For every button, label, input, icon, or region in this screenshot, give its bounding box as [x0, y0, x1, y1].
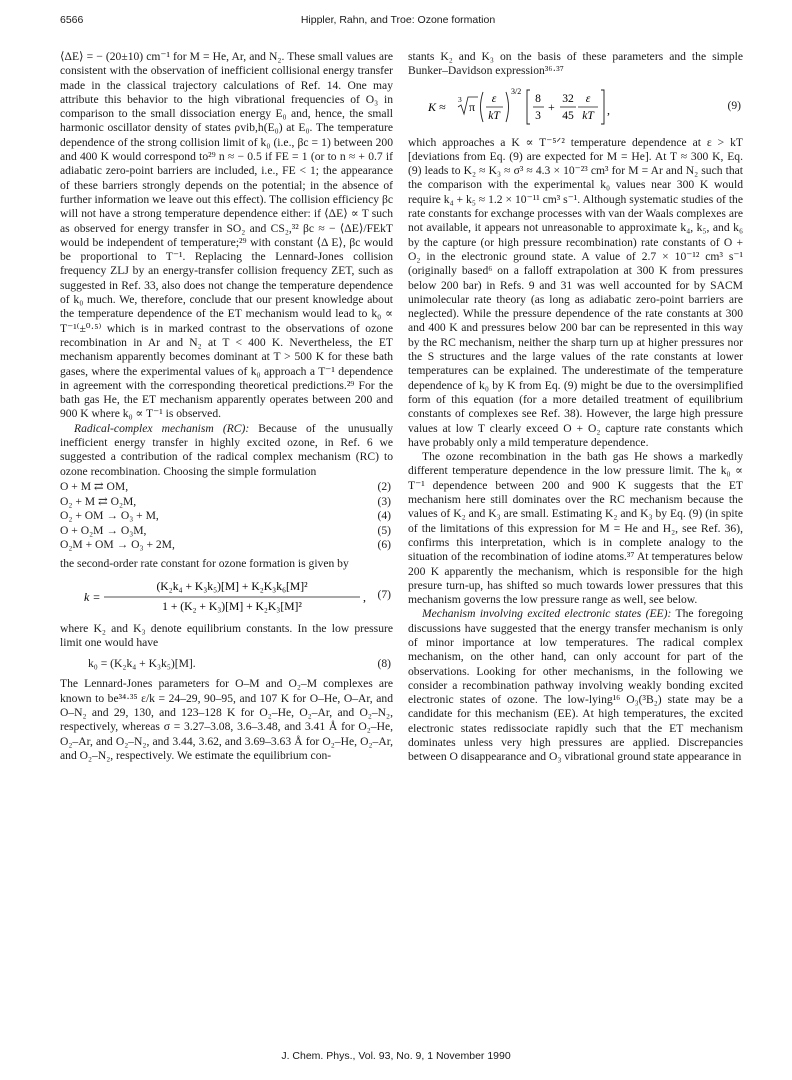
- reaction-list: [60, 480, 393, 553]
- reaction-row: [60, 524, 393, 539]
- eq9-term-a-num: 8: [535, 91, 541, 105]
- eq9-plus: +: [548, 99, 555, 114]
- reaction-expression: O₂ + M ⇄ O₂M,: [60, 494, 137, 508]
- eq9-term-b-kt: kT: [582, 108, 594, 122]
- eq7-lhs: k =: [84, 590, 101, 605]
- equation-8: [60, 657, 393, 672]
- paragraph-rc-mechanism: [60, 422, 393, 479]
- paragraph-k2-k3: stants K₂ and K₃ on the basis of these parameters and the simple Bunker–Davidson expression³⁶·³⁷: [408, 50, 743, 78]
- eq9-term-b-eps: ε: [585, 91, 591, 105]
- paragraph-ee-mechanism: [408, 607, 743, 764]
- equation-number: (4): [377, 509, 391, 523]
- paragraph-et-mechanism: ⟨ΔE⟩ = − (20±10) cm⁻¹ for M = He, Ar, and N₂. These small values are consistent with the observation of inefficient collisional energy transfer made in the classical trajectory calculations of Ref. 14. One may attribute this behavior to the high vibrational frequencies of O₃ in comparison to the small dissociation energy E₀ and, hence, the small harmonic oscillator density of states ρvib,h(E₀) at E₀. The temperature dependence of the strong collision limit of k₀ (i.e., βc = 1) between 200 and 400 K would correspond to²⁹ n ≈ − 0.5 if FE = 1 (or to n ≈ + 0.7 if adiabatic zero-point barriers are included, i.e., FE < 1; the appearance of these barriers strongly depends on the potential; in the absence of further information we leave out this effect). The collision efficiency βc will not have a strong temperature dependence either: if ⟨ΔE⟩ ∝ T such as observed for energy transfer in SO₂ and CS₂,³² βc ≈ − ⟨ΔE⟩/FEkT would be independent of temperature;²⁹ with constant ⟨Δ E⟩, βc would be proportional to T⁻¹. Replacing the Lennard-Jones collision frequency ZLJ by an energy-transfer collision frequency ZET, such as suggested in Ref. 33, also does not change the temperature dependence of k₀ much. We, therefore, conclude that our present knowledge about the temperature dependence of the ET mechanism would lead to k₀ ∝ T⁻¹⁽±⁰·⁵⁾ which is in marked contrast to the observations of ozone recombination in Ar and N₂ at T < 400 K. Nevertheless, the ET mechanism apparently becomes dominant at T > 500 K for these bath gases, where the experimental values of k₀ approach a T⁻¹ dependence in agreement with the corresponding theoretical predictions.²⁹ For the bath gas He, the ET mechanism apparently operates between 200 and 900 K where k₀ ∝ T⁻¹ is observed.: [60, 50, 393, 421]
- paragraph-rc-discussion: which approaches a K ∝ T⁻⁵ᐟ² temperature dependence at ε > kT [deviations from Eq. (9) are expected for M = He]. At T ≈ 300 K, Eq. (9) leads to K₂ ≈ K₃ ≈ σ³ ≈ 4.3 × 10⁻²³ cm³ for M = Ar and N₂ such that the comparison with the experimental k₀ values near 300 K would require k₄ + k₅ ≈ 1.2 × 10⁻¹¹ cm³ s⁻¹. Although systematic studies of the rate constants for exchange processes with van der Waals complexes are not available, it appears not unreasonable to approximate k₄, k₅, and k₆ by the capture (or high pressure recombination) rate constants of O + O₂ in the electronic ground state. A value of 2.7 × 10⁻¹² cm³ s⁻¹ (originally based⁶ on a falloff extrapolation at 300 K from pressures below 200 bar) in Refs. 9 and 31 was well accounted for by SACM unimolecular rate theory (as long as adiabatic zero-point barriers are neglected). While the pressure dependence of the rate constants at 300 and 400 K and pressures below 200 bar can be represented in this way by the RC mechanism, neither the sharp turn up at higher pressures nor the S structures and the large values of the rate constants at lower temperatures can be explained. The underestimate of the temperature dependence of k₀ by K from Eq. (9) might be due to the oversimplified form of this equation (for a more detailed treatment of equilibrium constants of complexes see Ref. 38). However, the large high pressure values at low T clearly exceed O + O₂ capture rate constants which have probably only a mild temperature dependence.: [408, 135, 743, 449]
- eq7-tail: ,: [363, 590, 366, 605]
- page-header: [60, 14, 736, 30]
- paragraph-low-pressure: where K₂ and K₃ denote equilibrium constants. In the low pressure limit one would have: [60, 622, 393, 650]
- eq9-right-paren: [506, 92, 509, 122]
- rc-text: Because of the unusually inefficient energy transfer in highly excited ozone, in Ref. 6 we suggested a contribution of the radical complex mechanism (RC) to ozone recombination. Choosing the simple formulation: [60, 421, 394, 478]
- right-column: [408, 50, 743, 765]
- reaction-expression: O + M ⇄ OM,: [60, 479, 129, 493]
- eq9-left-paren: [481, 92, 484, 122]
- eq9-root-index: 3: [458, 94, 462, 104]
- equation-number: (9): [727, 98, 741, 112]
- rc-heading: Radical-complex mechanism (RC):: [74, 421, 250, 435]
- eq9-term-b-num: 32: [562, 91, 574, 105]
- eq9-frac-den: kT: [488, 108, 500, 122]
- equation-number: (6): [377, 538, 391, 552]
- equation-number: (5): [377, 523, 391, 537]
- eq9-exponent: 3/2: [511, 86, 522, 96]
- eq7-numerator: (K₂k₄ + K₃k₅)[M] + K₂K₃k₆[M]²: [156, 580, 308, 594]
- ee-text: The foregoing discussions have suggested that the energy transfer mechanism is only of minor importance at low temperatures. The radical complex mechanism, on the other hand, can only account for part of the observations. Looking for other mechanisms, in the following we consider a recombination pathway involving weakly bonding excited electronic states of ozone. The low-lying¹⁶ O₃(³B₂) state may be a candidate for this mechanism (EE). At high temperatures, the excited electronic states redissociate rapidly such that the ET mechanism dominates unless very high pressures are applied. Discrepancies between O disappearance and O₃ vibrational ground state appearance in: [408, 607, 743, 764]
- equation-number: (3): [377, 494, 391, 508]
- paragraph-lennard-jones: The Lennard-Jones parameters for O–M and O₂–M complexes are known to be³⁴·³⁵ ε/k = 24–29, 90–95, and 107 K for O–He, O–Ar, and O–N₂ and 29, 130, and 123–128 K for O₂–He, O₂–Ar, and O₂–N₂, respectively, whereas σ = 3.27–3.08, 3.6–3.48, and 3.41 Å for O₂–He, O₂–Ar, and O₂–N₂, and 3.44, 3.62, and 3.69–3.63 Å for O₂–He, O₂–Ar, and O₂–N₂, respectively. We estimate the equilibrium con-: [60, 677, 393, 762]
- ee-heading: Mechanism involving excited electronic states (EE):: [422, 607, 672, 621]
- equation-number: (7): [377, 588, 391, 602]
- paragraph-helium: The ozone recombination in the bath gas He shows a markedly different temperature dependence in the low pressure limit. The k₀ ∝ T⁻¹ dependence between 200 and 900 K suggests that the ET mechanism here still dominates over the RC mechanism because the values of K₂ and K₃ are small. Estimating K₂ and K₃ by Eq. (9) (in spite of the limitations of this expression for M = He and H₂, see Ref. 36), confirms this interpretation, which is in complete analogy to the situation of the recombination of iodine atoms.³⁷ At temperatures below 200 K apparently the mechanism, which is responsible for the high presure turn-up, has shifted so much towards lower pressures that this mechanism governs the low pressure range as well, see below.: [408, 450, 743, 607]
- eq9-left-bracket: [527, 90, 530, 124]
- eq9-tail: ,: [607, 102, 610, 117]
- eq8-expression: k₀ = (K₂k₄ + K₃k₅)[M].: [88, 656, 196, 670]
- equation-7-graphic: [60, 576, 393, 616]
- eq9-pi: π: [469, 99, 476, 114]
- eq9-frac-num: ε: [491, 91, 497, 105]
- paragraph-k-intro: the second-order rate constant for ozone formation is given by: [60, 556, 349, 570]
- reaction-row: [60, 538, 393, 553]
- reaction-expression: O₂ + OM → O₃ + M,: [60, 509, 159, 523]
- left-column: [60, 50, 393, 763]
- reaction-row: [60, 509, 393, 524]
- equation-number: (2): [377, 479, 391, 493]
- journal-citation: J. Chem. Phys., Vol. 93, No. 9, 1 November 1990: [281, 1050, 511, 1062]
- eq9-term-b-den: 45: [562, 108, 574, 122]
- reaction-row: [60, 495, 393, 510]
- equation-9-graphic: [408, 84, 743, 130]
- eq9-right-bracket: [601, 90, 604, 124]
- page-number: 6566: [60, 14, 84, 26]
- reaction-row: [60, 480, 393, 495]
- eq7-denominator: 1 + (K₂ + K₃)[M] + K₂K₃[M]²: [162, 600, 302, 614]
- equation-number: (8): [377, 656, 391, 670]
- equation-7: [60, 576, 393, 616]
- eq9-term-a-den: 3: [535, 108, 541, 122]
- eq9-lhs: K ≈: [428, 99, 446, 114]
- equation-9: [408, 84, 743, 130]
- running-title: Hippler, Rahn, and Troe: Ozone formation: [300, 14, 496, 26]
- reaction-expression: O + O₂M → O₃M,: [60, 523, 147, 537]
- reaction-expression: O₂M + OM → O₃ + 2M,: [60, 538, 175, 552]
